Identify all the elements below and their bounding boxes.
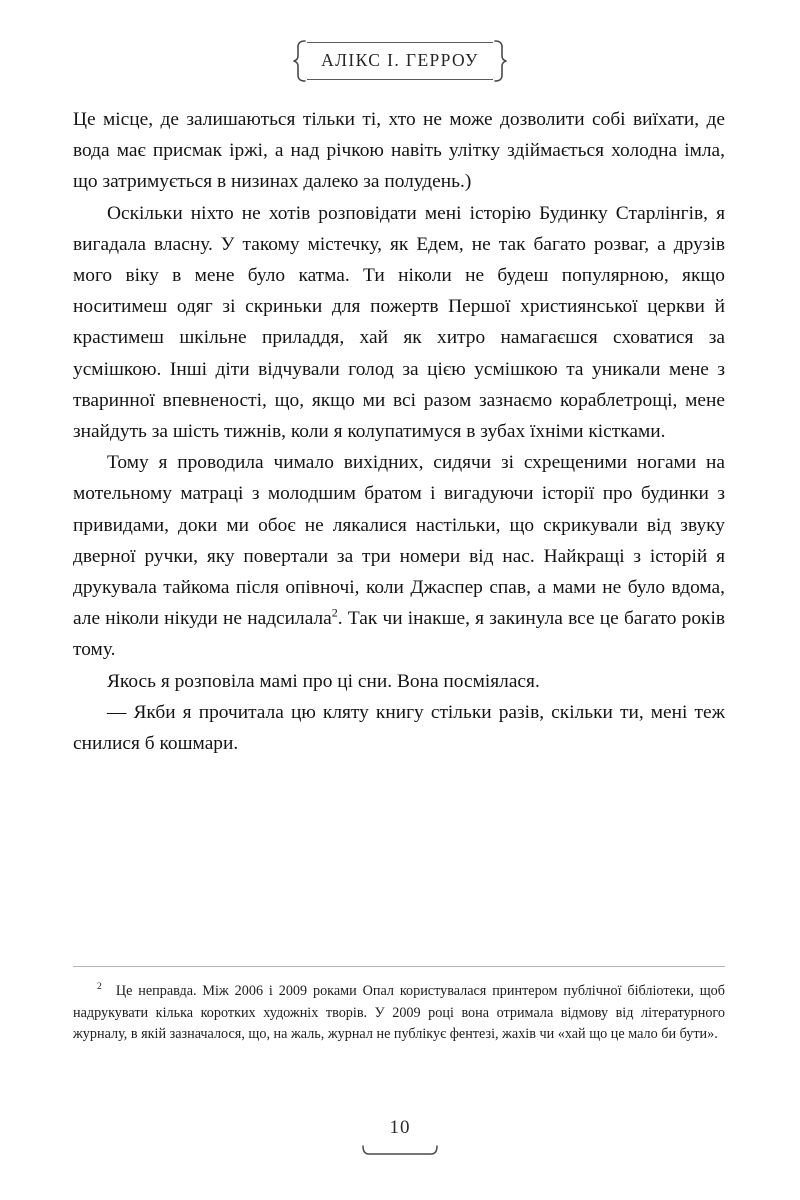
footnote-entry xyxy=(73,981,725,1046)
footnote-reference-marker[interactable]: 2 xyxy=(331,605,338,620)
page-number: 10 xyxy=(389,1117,411,1138)
page-folio xyxy=(0,1118,800,1157)
paragraph-2: Оскільки ніхто не хотів розповідати мені історію Будинку Старлінгів, я вигадала власну. У такому містечку, як Едем, не так багато розваг, а друзів мого віку в мене було катма. Ти ніколи не будеш популярною, якщо носитимеш одяг зі скриньки для пожертв Першої християнської церкви й крастимеш шкільне приладдя, хай як хитро намагаєшся сховатися за усмішкою. Інші діти відчували голод за цією усмішкою та уникали мене з тваринної впевненості, що, якщо ми всі разом зазнаємо кораблетрощі, мене знайдуть за шість тижнів, коли я колупатимуся в зубах їхніми кістками. xyxy=(73,202,725,443)
curly-brace-left-icon xyxy=(291,39,307,83)
paragraph-3-text-before-footnote: Тому я проводила чимало вихідних, сидячи зі схрещеними ногами на мотельному матраці з молодшим братом і вигадуючи історії про будинки з привидами, доки ми обоє не лякалися настільки, що скрикували від звуку дверної ручки, яку повертали за три номери від нас. Найкращі з історій я друкувала тайкома після опівночі, коли Джаспер спав, а мами не було вдома, але ніколи нікуди не надсилала xyxy=(73,452,725,630)
footnote-number: 2 xyxy=(97,981,102,993)
footnote-separator-rule xyxy=(73,966,725,967)
paragraph-3 xyxy=(73,447,725,665)
running-header-title: АЛІКС І. ГЕРРОУ xyxy=(321,50,479,71)
footnote-body-text: Це неправда. Між 2006 і 2009 роками Опал користувалася принтером публічної бібліотеки, щоб надрукувати кілька коротких художніх творів. У 2009 році вона отримала відмову від літературного журналу, в якій зазначалося, що, на жаль, журнал не публікує фентезі, жахів чи «хай що це мало би бути». xyxy=(73,983,725,1043)
running-header xyxy=(0,38,800,84)
paragraph-4: Якось я розповіла мамі про ці сни. Вона посміялася. xyxy=(107,670,540,692)
header-ornament-frame xyxy=(295,39,505,83)
curly-brace-right-icon xyxy=(493,39,509,83)
paragraph-5-dialogue: — Якби я прочитала цю кляту книгу стільки разів, скільки ти, мені теж снилися б кошмари. xyxy=(73,701,725,755)
paragraph-3-text-after-footnote: . Так чи інакше, я закинула все це багато років тому. xyxy=(73,608,725,661)
bracket-underline-ornament-icon xyxy=(361,1144,439,1157)
body-text-column xyxy=(73,104,725,759)
paragraph-1: Це місце, де залишаються тільки ті, хто не може дозволити собі виїхати, де вода має присмак іржі, а над річкою навіть улітку здіймається холодна імла, що затримується в низинах далеко за полудень.) xyxy=(73,109,725,193)
footnote-section xyxy=(73,966,725,1046)
